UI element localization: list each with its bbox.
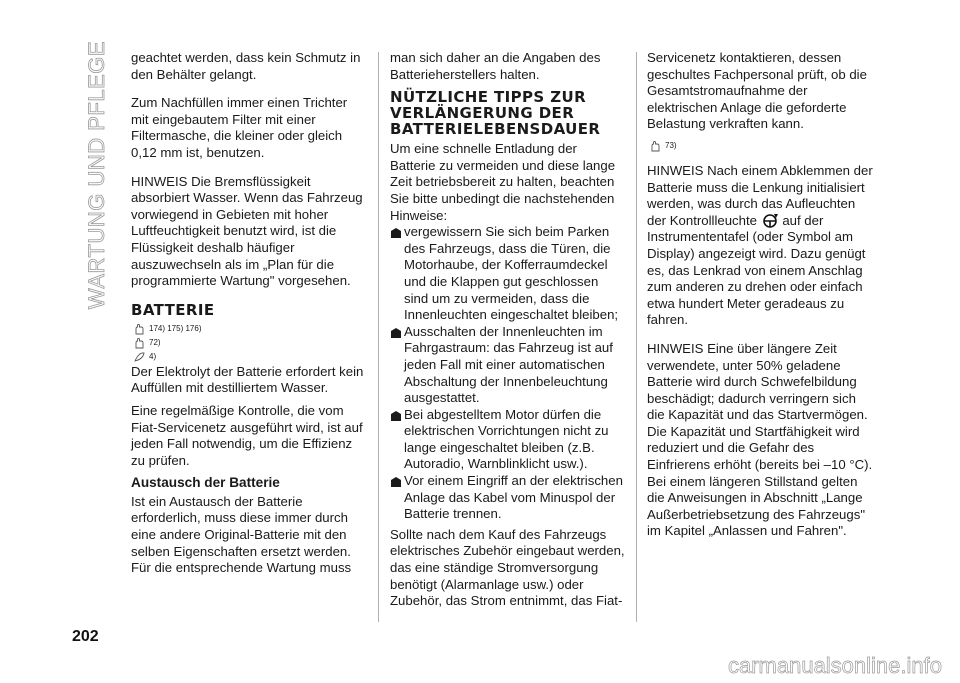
column-divider-2 xyxy=(636,52,637,622)
warning-reference-text: 174) 175) 176) xyxy=(149,323,202,333)
paragraph: Sollte nach dem Kauf des Fahrzeugs elektrisches Zubehör eingebaut werden, das eine ständige Stromversorgung benötigt (Alarmanlage usw.) oder Zubehör, das Strom entnimmt, das Fiat- xyxy=(390,526,625,609)
paragraph: Der Elektrolyt der Batterie erfordert kein Auffüllen mit destilliertem Wasser. xyxy=(131,363,364,396)
page-number: 202 xyxy=(72,628,99,645)
list-item xyxy=(390,407,626,473)
list-item-text: Vor einem Eingriff an der elektrischen Anlage das Kabel vom Minuspol der Batterie trennen. xyxy=(404,473,623,522)
section-heading-batterie: BATTERIE xyxy=(131,300,215,319)
section-heading-tipps: NÜTZLICHE TIPPS ZUR VERLÄNGERUNG DER BATTERIELEBENSDAUER xyxy=(390,88,601,139)
paragraph: man sich daher an die Angaben des Batterieherstellers halten. xyxy=(390,50,601,82)
environment-reference-text: 4) xyxy=(149,351,157,361)
paragraph: Ist ein Austausch der Batterie erforderlich, muss diese immer durch eine andere Original-Batterie mit den selben Eigenschaften ersetzt werden. Für die entsprechende Wartung muss xyxy=(131,493,352,576)
column-1 xyxy=(131,50,367,589)
watermark: carmanualsonline.info xyxy=(727,653,942,678)
caution-reference-text: 72) xyxy=(149,337,161,347)
hand-warning-icon xyxy=(133,323,146,335)
caution-reference xyxy=(133,336,367,350)
bullet-icon xyxy=(390,327,402,339)
paragraph: Zum Nachfüllen immer einen Trichter mit eingebautem Filter mit einer Filtermasche, die kleiner oder gleich 0,12 mm ist, benutzen. xyxy=(131,95,348,160)
paragraph: HINWEIS Die Bremsflüssigkeit absorbiert Wasser. Wenn das Fahrzeug vorwiegend in Gebieten mit hoher Luftfeuchtigkeit benutzt wird, ist die Flüssigkeit deshalb häufiger auszuwechseln als im „Plan für die programmierte Wartung" vorgesehen. xyxy=(131,173,363,289)
subheading-austausch: Austausch der Batterie xyxy=(131,475,280,491)
steering-warning-icon xyxy=(761,213,779,228)
paragraph: geachtet werden, dass kein Schmutz in den Behälter gelangt. xyxy=(131,50,361,82)
bullet-icon xyxy=(390,410,402,422)
caution-reference-text: 73) xyxy=(665,140,677,150)
caution-reference xyxy=(649,139,877,153)
hand-caution-icon xyxy=(649,140,662,152)
environment-reference xyxy=(133,350,367,364)
paragraph: HINWEIS Eine über längere Zeit verwendete, unter 50% geladene Batterie wird durch Schwefelbildung beschädigt; dadurch verringern sich die Kapazität und das Startvermögen. Die Kapazität und Startfähigkeit wird reduziert und die Gefahr des Einfrierens erhöht (bereits bei –10 °C). Bei einem längeren Stillstand gelten die Anweisungen in Abschnitt „Lange Außerbetriebsetzung des Fahrzeugs" im Kapitel „Anlassen und Fahren". xyxy=(647,340,873,539)
hand-caution-icon xyxy=(133,337,146,349)
paragraph: Servicenetz kontaktieren, dessen geschultes Fachpersonal prüft, ob die Gesamtstromaufnahme der elektrischen Anlage die geforderte Belastung verkraften kann. xyxy=(647,50,867,132)
environment-icon xyxy=(133,351,146,363)
list-item xyxy=(390,324,626,407)
list-item xyxy=(390,473,626,523)
paragraph-text: HINWEIS Nach einem Abklemmen der Batterie muss die Lenkung initialisiert werden, was durch das Aufleuchten der Kontrollleuchte xyxy=(647,162,873,228)
paragraph-text: auf der Instrumententafel (oder Symbol am Display) angezeigt wird. Dazu genügt es, das Lenkrad von einem Anschlag zum anderen zu drehen oder einfach etwa hundert Meter geradeaus zu fahren. xyxy=(647,212,866,328)
paragraph xyxy=(647,163,877,329)
bullet-icon xyxy=(390,476,402,488)
paragraph: Eine regelmäßige Kontrolle, die vom Fiat-Servicenetz ausgeführt wird, ist auf jeden Fall notwendig, um die Effizienz zu prüfen. xyxy=(131,402,363,468)
list-item xyxy=(390,224,626,324)
column-3 xyxy=(647,50,877,552)
bullet-icon xyxy=(390,227,402,239)
column-divider-1 xyxy=(378,52,379,622)
list-item-text: vergewissern Sie sich beim Parken des Fahrzeugs, dass die Türen, die Motorhaube, der Kofferraumdeckel und die Klappen gut geschlossen sind um zu vermeiden, dass die Innenleuchten eingeschaltet bleiben; xyxy=(404,224,619,323)
list-item-text: Bei abgestelltem Motor dürfen die elektrischen Vorrichtungen nicht zu lange eingeschaltet bleiben (z.B. Autoradio, Warnblinklicht usw.). xyxy=(404,406,609,472)
paragraph: Um eine schnelle Entladung der Batterie zu vermeiden und diese lange Zeit betriebsbereit zu halten, beachten Sie bitte unbedingt die nachstehenden Hinweise: xyxy=(390,141,616,223)
warning-reference xyxy=(133,322,367,336)
chapter-side-title xyxy=(82,40,112,310)
list-item-text: Ausschalten der Innenleuchten im Fahrgastraum: das Fahrzeug ist auf jeden Fall mit einer automatischen Abschaltung der Innenbeleuchtung ausgestattet. xyxy=(404,323,613,406)
column-2 xyxy=(390,50,626,622)
chapter-side-title-text: WARTUNG UND PFLEGE xyxy=(84,40,109,310)
